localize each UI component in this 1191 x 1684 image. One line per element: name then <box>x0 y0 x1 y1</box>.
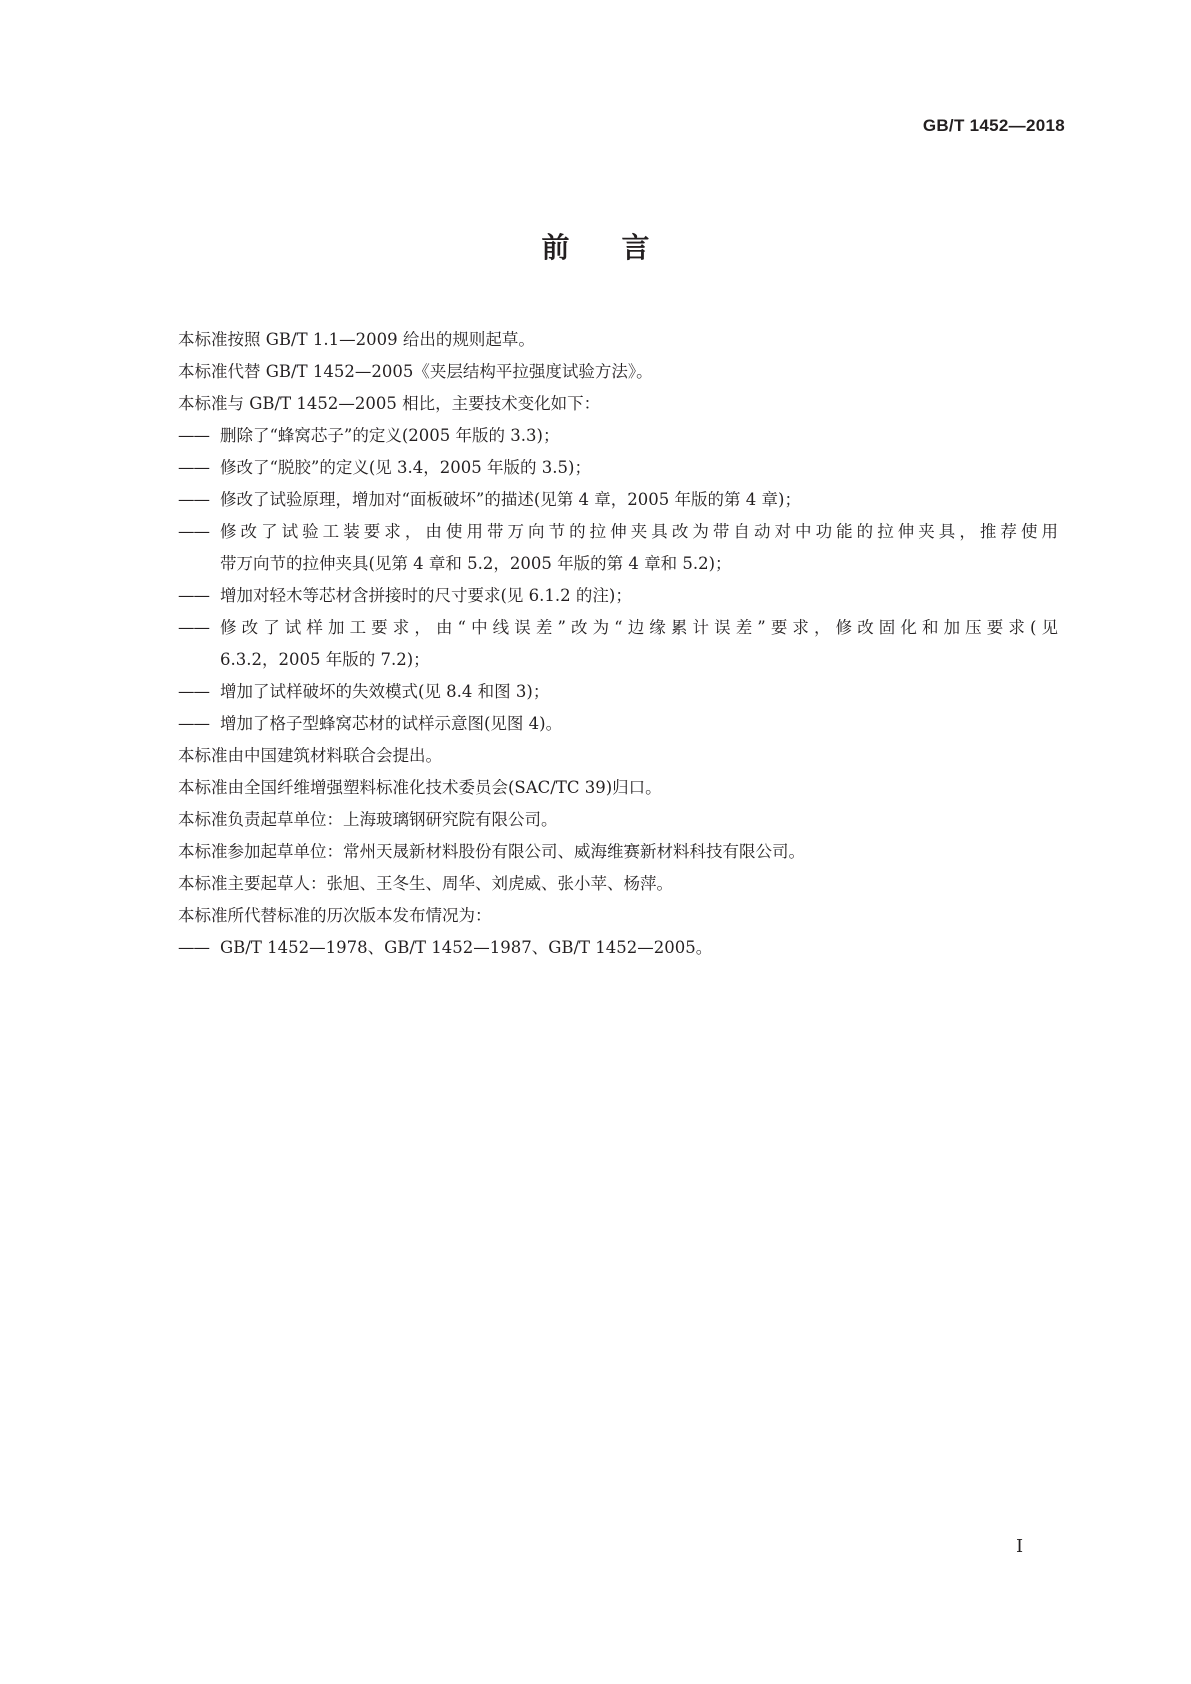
paragraph-drafting-rules: 本标准按照 GB/T 1.1—2009 给出的规则起草。 <box>178 330 535 349</box>
paragraph-proposer: 本标准由中国建筑材料联合会提出。 <box>178 746 442 765</box>
change-item-text: 修改了试样加工要求，由“中线误差”改为“边缘累计误差”要求，修改固化和加压要求(见 <box>220 618 1058 637</box>
change-item-text: 修改了试验工装要求，由使用带万向节的拉伸夹具改为带自动对中功能的拉伸夹具，推荐使用 <box>220 522 1058 541</box>
change-item-text-continued: 带万向节的拉伸夹具(见第 4 章和 5.2，2005 年版的第 4 章和 5.2)； <box>220 554 732 573</box>
dash-marker: —— <box>178 618 209 637</box>
paragraph-history-intro: 本标准所代替标准的历次版本发布情况为： <box>178 906 492 925</box>
dash-marker: —— <box>178 682 209 701</box>
change-item-text: 修改了试验原理，增加对“面板破坏”的描述(见第 4 章，2005 年版的第 4 章)； <box>220 490 801 509</box>
dash-marker: —— <box>178 490 209 509</box>
change-item <box>178 708 1058 740</box>
paragraph-committee: 本标准由全国纤维增强塑料标准化技术委员会(SAC/TC 39)归口。 <box>178 778 662 797</box>
dash-marker: —— <box>178 714 209 733</box>
dash-marker: —— <box>178 426 209 445</box>
change-item <box>178 420 1058 452</box>
change-item <box>178 676 1058 708</box>
change-item <box>178 452 1058 484</box>
change-item <box>178 484 1058 516</box>
history-item <box>178 932 1058 964</box>
dash-marker: —— <box>178 522 209 541</box>
change-item <box>178 580 1058 612</box>
paragraph-drafters: 本标准主要起草人：张旭、王冬生、周华、刘虎威、张小苹、杨萍。 <box>178 874 673 893</box>
paragraph-changes-intro: 本标准与 GB/T 1452—2005 相比，主要技术变化如下： <box>178 394 601 413</box>
dash-marker: —— <box>178 586 209 605</box>
page-number: I <box>1016 1536 1024 1557</box>
history-text: GB/T 1452—1978、GB/T 1452—1987、GB/T 1452—2005。 <box>220 938 713 957</box>
paragraph-lead-drafter-org: 本标准负责起草单位：上海玻璃钢研究院有限公司。 <box>178 810 558 829</box>
page-title: 前言 <box>541 231 702 264</box>
paragraph-participating-orgs: 本标准参加起草单位：常州天晟新材料股份有限公司、威海维赛新材料科技有限公司。 <box>178 842 805 861</box>
dash-marker: —— <box>178 458 209 477</box>
dash-marker: —— <box>178 938 209 957</box>
foreword-body <box>178 324 1058 964</box>
standard-code: GB/T 1452—2018 <box>922 116 1065 135</box>
change-item-text: 增加了格子型蜂窝芯材的试样示意图(见图 4)。 <box>220 714 563 733</box>
change-item-text: 修改了“脱胶”的定义(见 3.4，2005 年版的 3.5)； <box>220 458 591 477</box>
change-item-text-continued: 6.3.2，2005 年版的 7.2)； <box>220 650 430 669</box>
change-item-text: 增加对轻木等芯材含拼接时的尺寸要求(见 6.1.2 的注)； <box>220 586 632 605</box>
change-item-text: 删除了“蜂窝芯子”的定义(2005 年版的 3.3)； <box>220 426 560 445</box>
paragraph-replaces: 本标准代替 GB/T 1452—2005《夹层结构平拉强度试验方法》。 <box>178 362 653 381</box>
change-item <box>178 516 1058 580</box>
change-item <box>178 612 1058 676</box>
change-item-text: 增加了试样破坏的失效模式(见 8.4 和图 3)； <box>220 682 550 701</box>
